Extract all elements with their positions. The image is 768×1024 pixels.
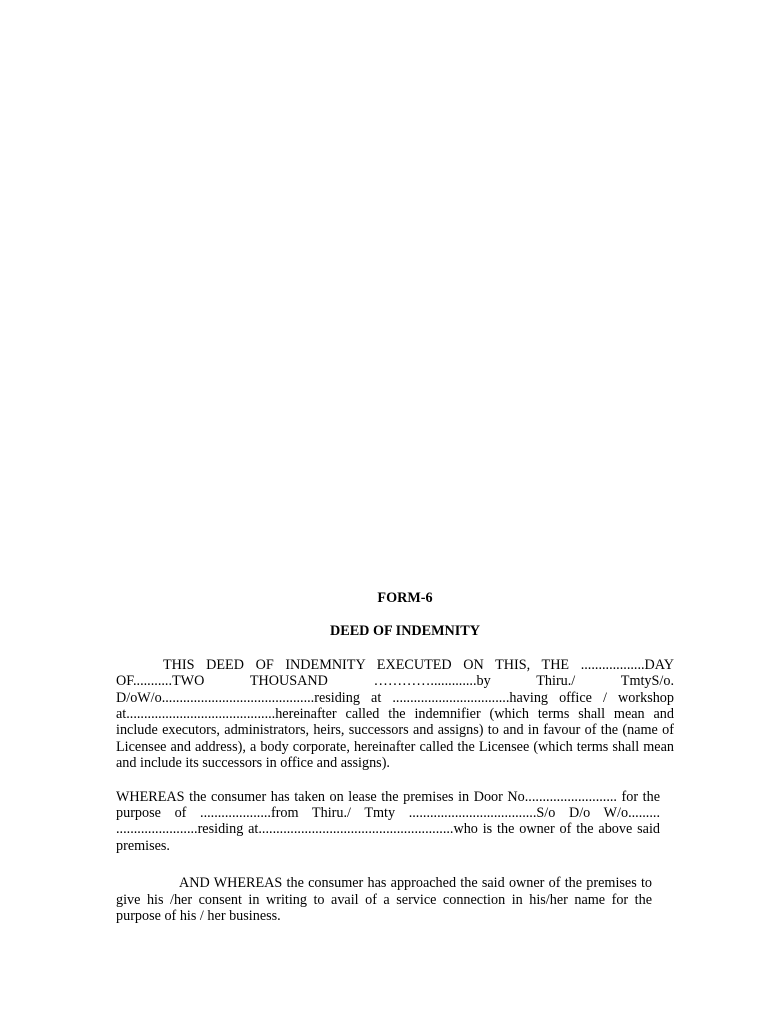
document-title: DEED OF INDEMNITY xyxy=(329,623,481,640)
paragraph-whereas-lease: WHEREAS the consumer has taken on lease the premises in Door No.......................... for the purpose of ....................from Thiru./ Tmty ....................................S/o D/o W/o......... .......................residing at.......................................................who is the owner of the above said premises. xyxy=(116,788,660,854)
document-body xyxy=(116,590,674,925)
form-number: FORM-6 xyxy=(377,590,433,606)
paragraph-deed-intro: THIS DEED OF INDEMNITY EXECUTED ON THIS, THE ..................DAY OF...........TWO THOUSAND ………….............by Thiru./ TmtyS/o. D/oW/o...........................................residing at .................................having office / workshop at..........................................hereinafter called the indemnifier (which terms shall mean and include executors, administrators, heirs, successors and assigns) to and in favour of the (name of Licensee and address), a body corporate, hereinafter called the Licensee (which terms shall mean and include its successors in office and assigns). xyxy=(116,656,674,772)
paragraph-whereas-consent: AND WHEREAS the consumer has approached the said owner of the premises to give his /her consent in writing to avail of a service connection in his/her name for the purpose of his / her business. xyxy=(116,875,652,925)
